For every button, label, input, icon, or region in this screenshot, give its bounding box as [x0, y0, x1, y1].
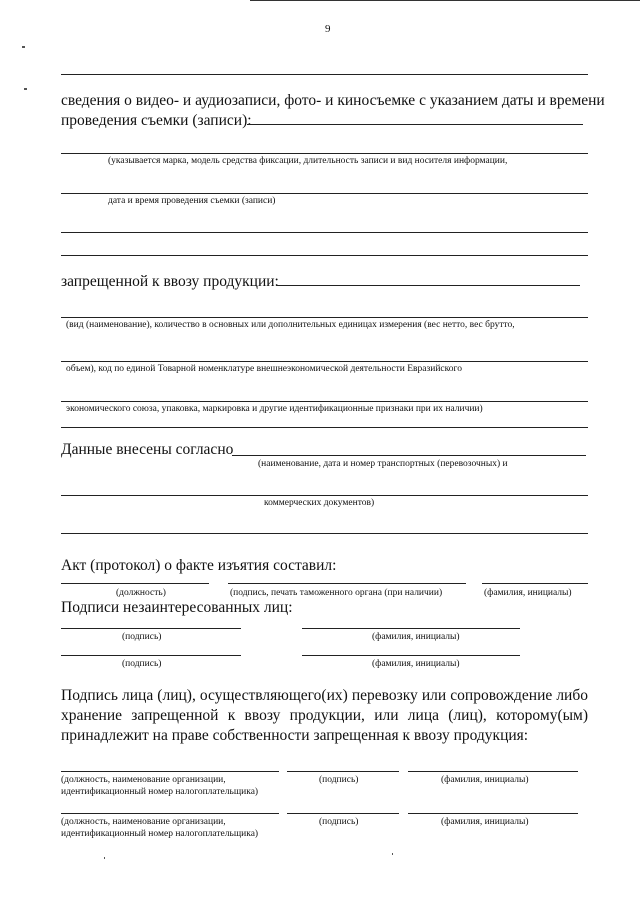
carrier-1-name-line	[408, 771, 578, 772]
top-border-line	[250, 0, 640, 1]
carrier-1-position-caption-1: (должность, наименование организации,	[61, 775, 226, 785]
act-label: Акт (протокол) о факте изъятия составил:	[61, 557, 337, 574]
video-note-1: (указывается марка, модель средства фиксации, длительность записи и вид носителя информации,	[108, 156, 508, 166]
data-entered-note-1: (наименование, дата и номер транспортных (перевозочных) и	[258, 459, 508, 469]
product-label: запрещенной к ввозу продукции:	[61, 273, 279, 290]
act-name-line	[482, 583, 588, 584]
data-entered-line-2	[61, 495, 588, 496]
video-line-3	[61, 232, 588, 233]
product-line-4	[61, 427, 588, 428]
carrier-2-position-caption-1: (должность, наименование организации,	[61, 817, 226, 827]
carrier-2-signature-line	[287, 813, 399, 814]
witness-1-name-line	[302, 628, 520, 629]
carrier-text-line-1: Подпись лица (лиц), осуществляющего(их) перевозку или сопровождение либо	[61, 687, 588, 704]
product-note-1: (вид (наименование), количество в основных или дополнительных единицах измерения (вес нетто, вес брутто,	[66, 320, 515, 330]
data-entered-note-2: коммерческих документов)	[264, 498, 375, 508]
product-note-2: объем), код по единой Товарной номенклатуре внешнеэкономической деятельности Евразийского	[66, 364, 462, 374]
product-line-2	[61, 361, 588, 362]
carrier-1-position-caption-2: идентификационный номер налогоплательщика)	[61, 787, 259, 797]
carrier-text-line-3: принадлежит на праве собственности запрещенная к ввозу продукция:	[61, 727, 529, 744]
act-name-caption: (фамилия, инициалы)	[484, 588, 572, 598]
carrier-2-signature-caption: (подпись)	[319, 817, 359, 827]
witness-1-name-caption: (фамилия, инициалы)	[372, 632, 460, 642]
witnesses-label: Подписи незаинтересованных лиц:	[61, 599, 293, 616]
act-signature-line	[228, 583, 466, 584]
product-note-3: экономического союза, упаковка, маркировка и другие идентификационные признаки при их наличии)	[66, 404, 483, 414]
video-fill-line	[247, 124, 583, 125]
carrier-text-line-2: хранение запрещенной к ввозу продукции, или лица (лиц), которому(ым)	[61, 707, 588, 724]
act-position-caption: (должность)	[116, 588, 166, 598]
data-entered-label: Данные внесены согласно	[61, 441, 234, 458]
page-number: 9	[325, 23, 331, 35]
act-signature-caption: (подпись, печать таможенного органа (при наличии)	[230, 588, 443, 598]
scan-mark	[104, 857, 105, 859]
scan-mark	[392, 853, 393, 855]
witness-1-signature-caption: (подпись)	[122, 632, 162, 642]
scan-mark	[22, 46, 25, 48]
video-note-2: дата и время проведения съемки (записи)	[108, 196, 276, 206]
product-fill-line	[276, 285, 580, 286]
product-line-1	[61, 317, 588, 318]
witness-2-signature-caption: (подпись)	[122, 659, 162, 669]
carrier-2-name-line	[408, 813, 578, 814]
video-info-line2: проведения съемки (записи):	[61, 112, 252, 129]
carrier-1-signature-caption: (подпись)	[319, 775, 359, 785]
product-line-3	[61, 401, 588, 402]
carrier-2-name-caption: (фамилия, инициалы)	[441, 817, 529, 827]
witness-2-name-caption: (фамилия, инициалы)	[372, 659, 460, 669]
top-rule	[61, 74, 588, 75]
act-position-line	[61, 583, 209, 584]
witness-2-signature-line	[61, 655, 241, 656]
carrier-2-position-caption-2: идентификационный номер налогоплательщика)	[61, 829, 259, 839]
carrier-1-position-line	[61, 771, 279, 772]
scan-mark	[24, 88, 27, 90]
video-info-line1: сведения о видео- и аудиозаписи, фото- и киносъемке с указанием даты и времени	[61, 92, 605, 109]
video-line-1	[61, 153, 588, 154]
carrier-2-position-line	[61, 813, 279, 814]
witness-2-name-line	[302, 655, 520, 656]
data-entered-fill-line	[232, 455, 586, 456]
witness-1-signature-line	[61, 628, 241, 629]
video-line-4	[61, 255, 588, 256]
data-entered-line-3	[61, 533, 588, 534]
carrier-1-signature-line	[287, 771, 399, 772]
carrier-1-name-caption: (фамилия, инициалы)	[441, 775, 529, 785]
video-line-2	[61, 193, 588, 194]
